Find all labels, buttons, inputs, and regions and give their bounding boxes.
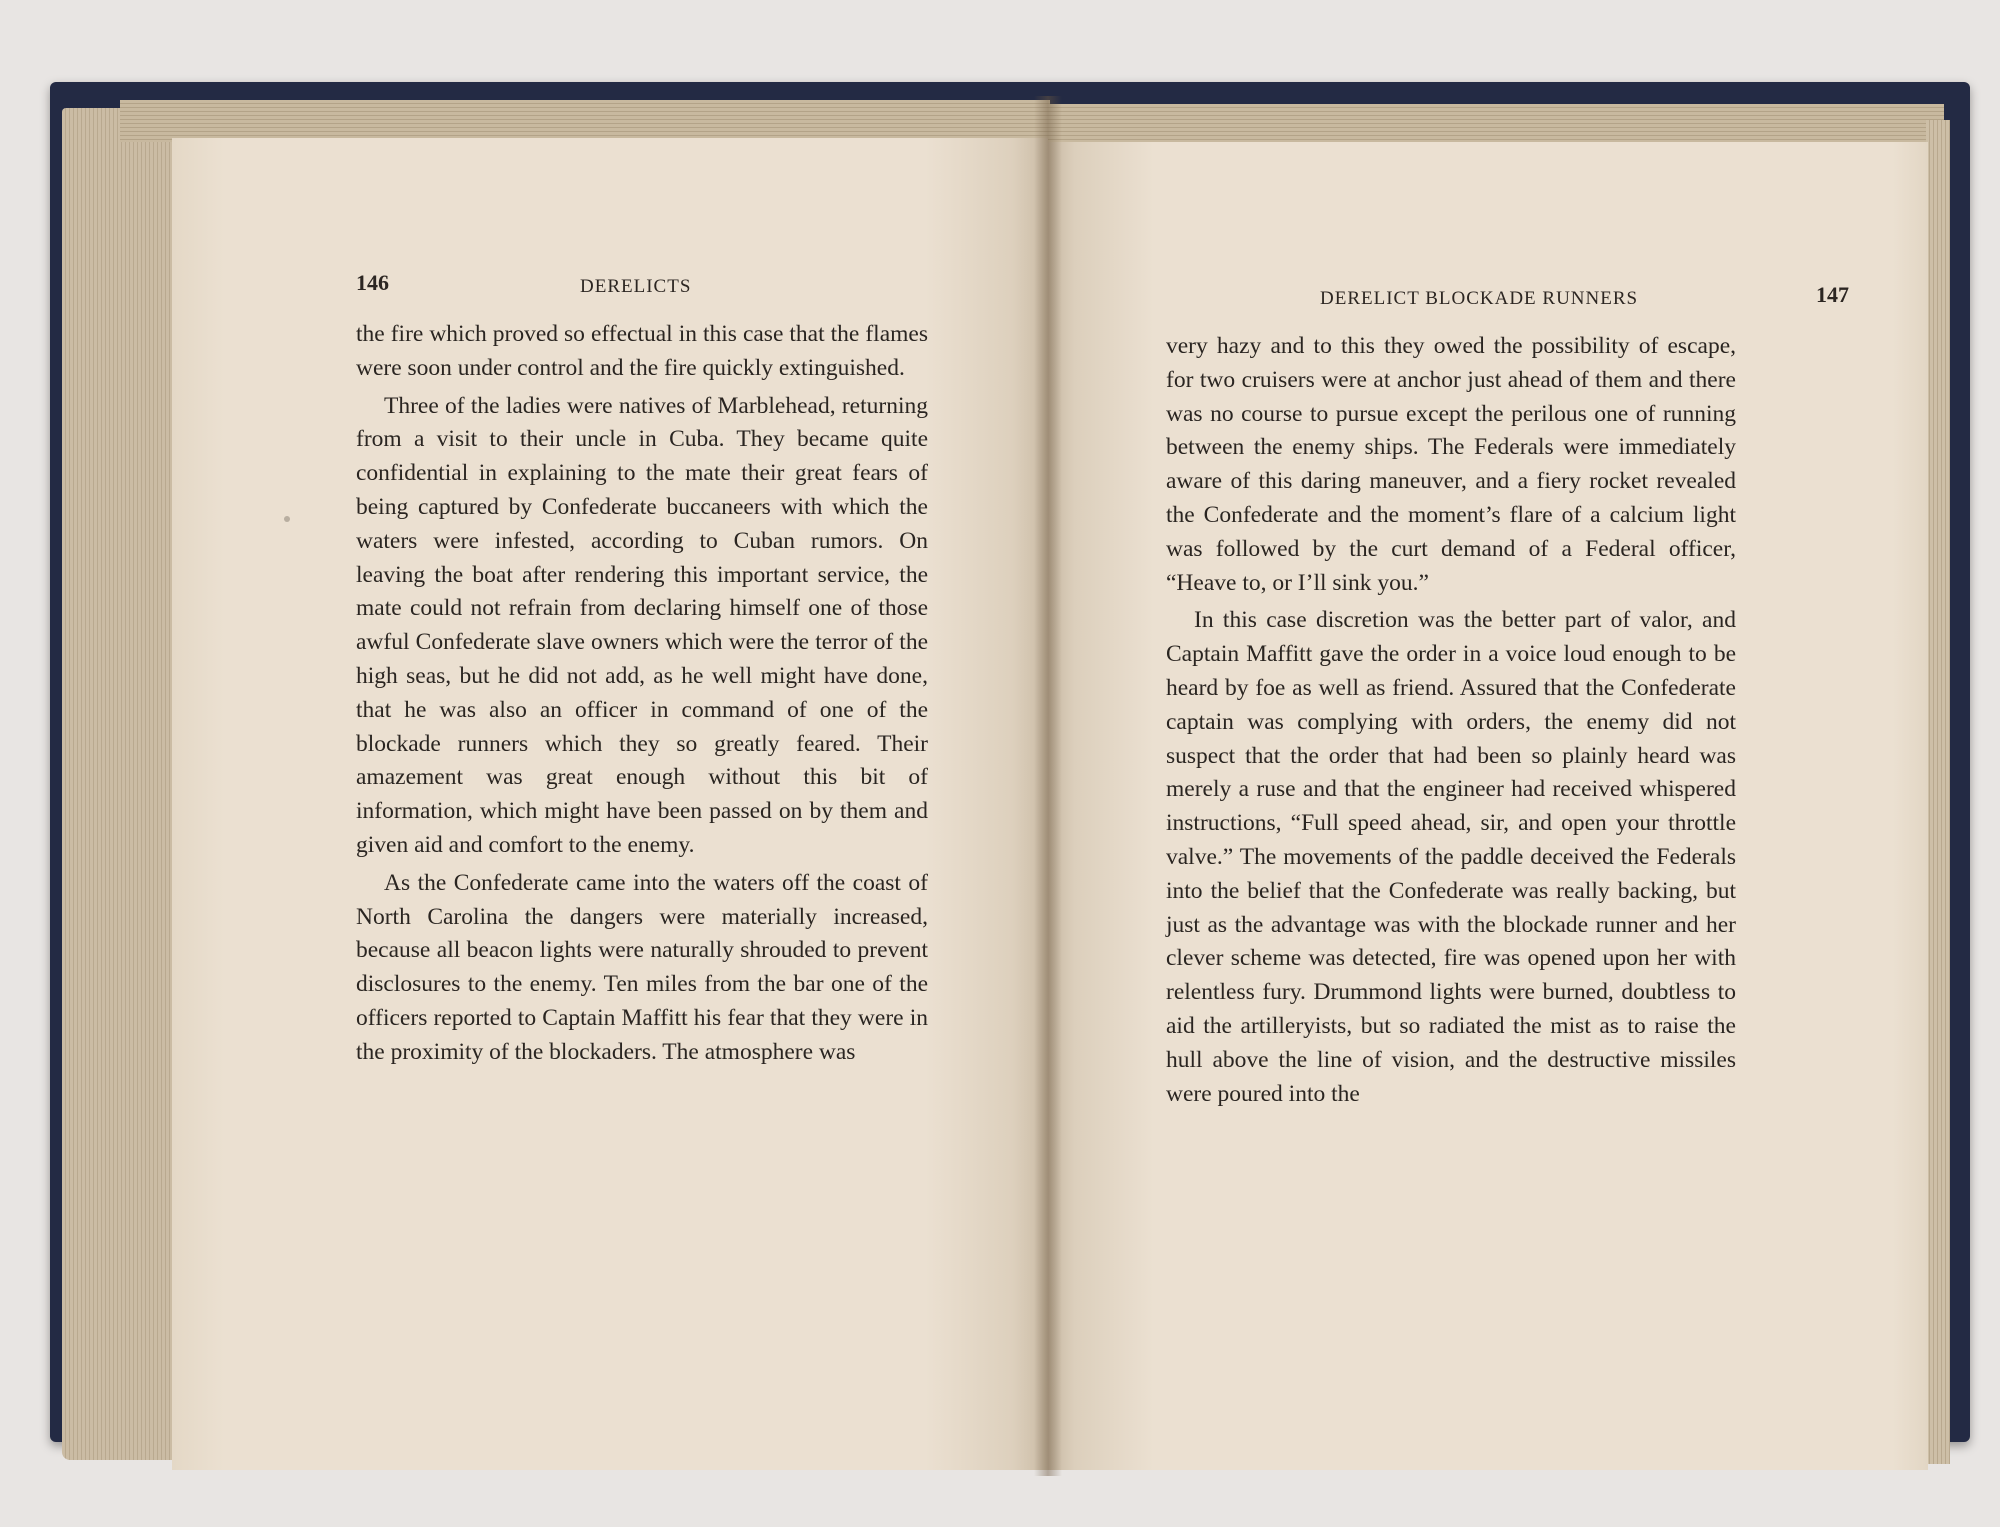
page-edges-left	[62, 108, 174, 1460]
page-edges-top-right	[1048, 104, 1944, 146]
right-page-text	[1166, 330, 1736, 1115]
left-page-text	[356, 318, 928, 1074]
right-page-header	[1166, 282, 1849, 322]
paragraph: Three of the ladies were natives of Marblehead, returning from a visit to their uncle in Cuba. They became quite confidential in explaining to the mate their great fears of being captured by Confederate buccaneers with which the waters were infested, according to Cuban rumors. On leaving the boat after rendering this important service, the mate could not refrain from declaring himself one of those awful Confederate slave owners which were the terror of the high seas, but he did not add, as he well might have done, that he was also an officer in command of one of the blockade runners which they so greatly feared. Their amazement was great enough without this bit of information, which might have been passed on by them and given aid and comfort to the enemy.	[356, 392, 928, 858]
left-page	[172, 138, 1048, 1470]
page-edges-top-left	[120, 100, 1050, 142]
paragraph: As the Confederate came into the waters off the coast of North Carolina the dangers were materially increased, because all beacon lights were naturally shrouded to prevent disclosures to the enemy. Ten miles from the bar one of the officers reported to Captain Maffitt his fear that they were in the proximity of the blockaders. The atmosphere was	[356, 869, 928, 1065]
book-gutter	[1034, 96, 1062, 1476]
paragraph: In this case discretion was the better part of valor, and Captain Maffitt gave the order in a voice loud enough to be heard by foe as well as friend. Assured that the Confederate captain was complying with orders, the enemy did not suspect that the order that had been so plainly heard was merely a ruse and that the engineer had received whispered instructions, “Full speed ahead, sir, and open your throttle valve.” The movements of the paddle deceived the Federals into the belief that the Confederate was really backing, but just as the advantage was with the blockade runner and her clever scheme was detected, fire was opened upon her with relentless fury. Drummond lights were burned, doubtless to aid the artilleryists, but so radiated the mist as to raise the hull above the line of vision, and the destructive missiles were poured into the	[1166, 607, 1736, 1107]
right-page	[1048, 142, 1928, 1470]
left-running-head: DERELICTS	[580, 276, 692, 297]
right-page-number: 147	[1816, 282, 1849, 307]
page-edges-right	[1926, 120, 1950, 1464]
right-running-head: DERELICT BLOCKADE RUNNERS	[1320, 288, 1639, 309]
left-page-header	[356, 270, 926, 310]
left-page-number: 146	[356, 270, 389, 295]
paper-speck	[284, 516, 290, 522]
paragraph: the fire which proved so effectual in this case that the flames were soon under control and the fire quickly extinguished.	[356, 321, 928, 381]
paragraph: very hazy and to this they owed the possibility of escape, for two cruisers were at anchor just ahead of them and there was no course to pursue except the perilous one of running between the enemy ships. The Federals were immediately aware of this daring maneuver, and a fiery rocket revealed the Confederate and the moment’s flare of a calcium light was followed by the curt demand of a Federal officer, “Heave to, or I’ll sink you.”	[1166, 333, 1736, 596]
